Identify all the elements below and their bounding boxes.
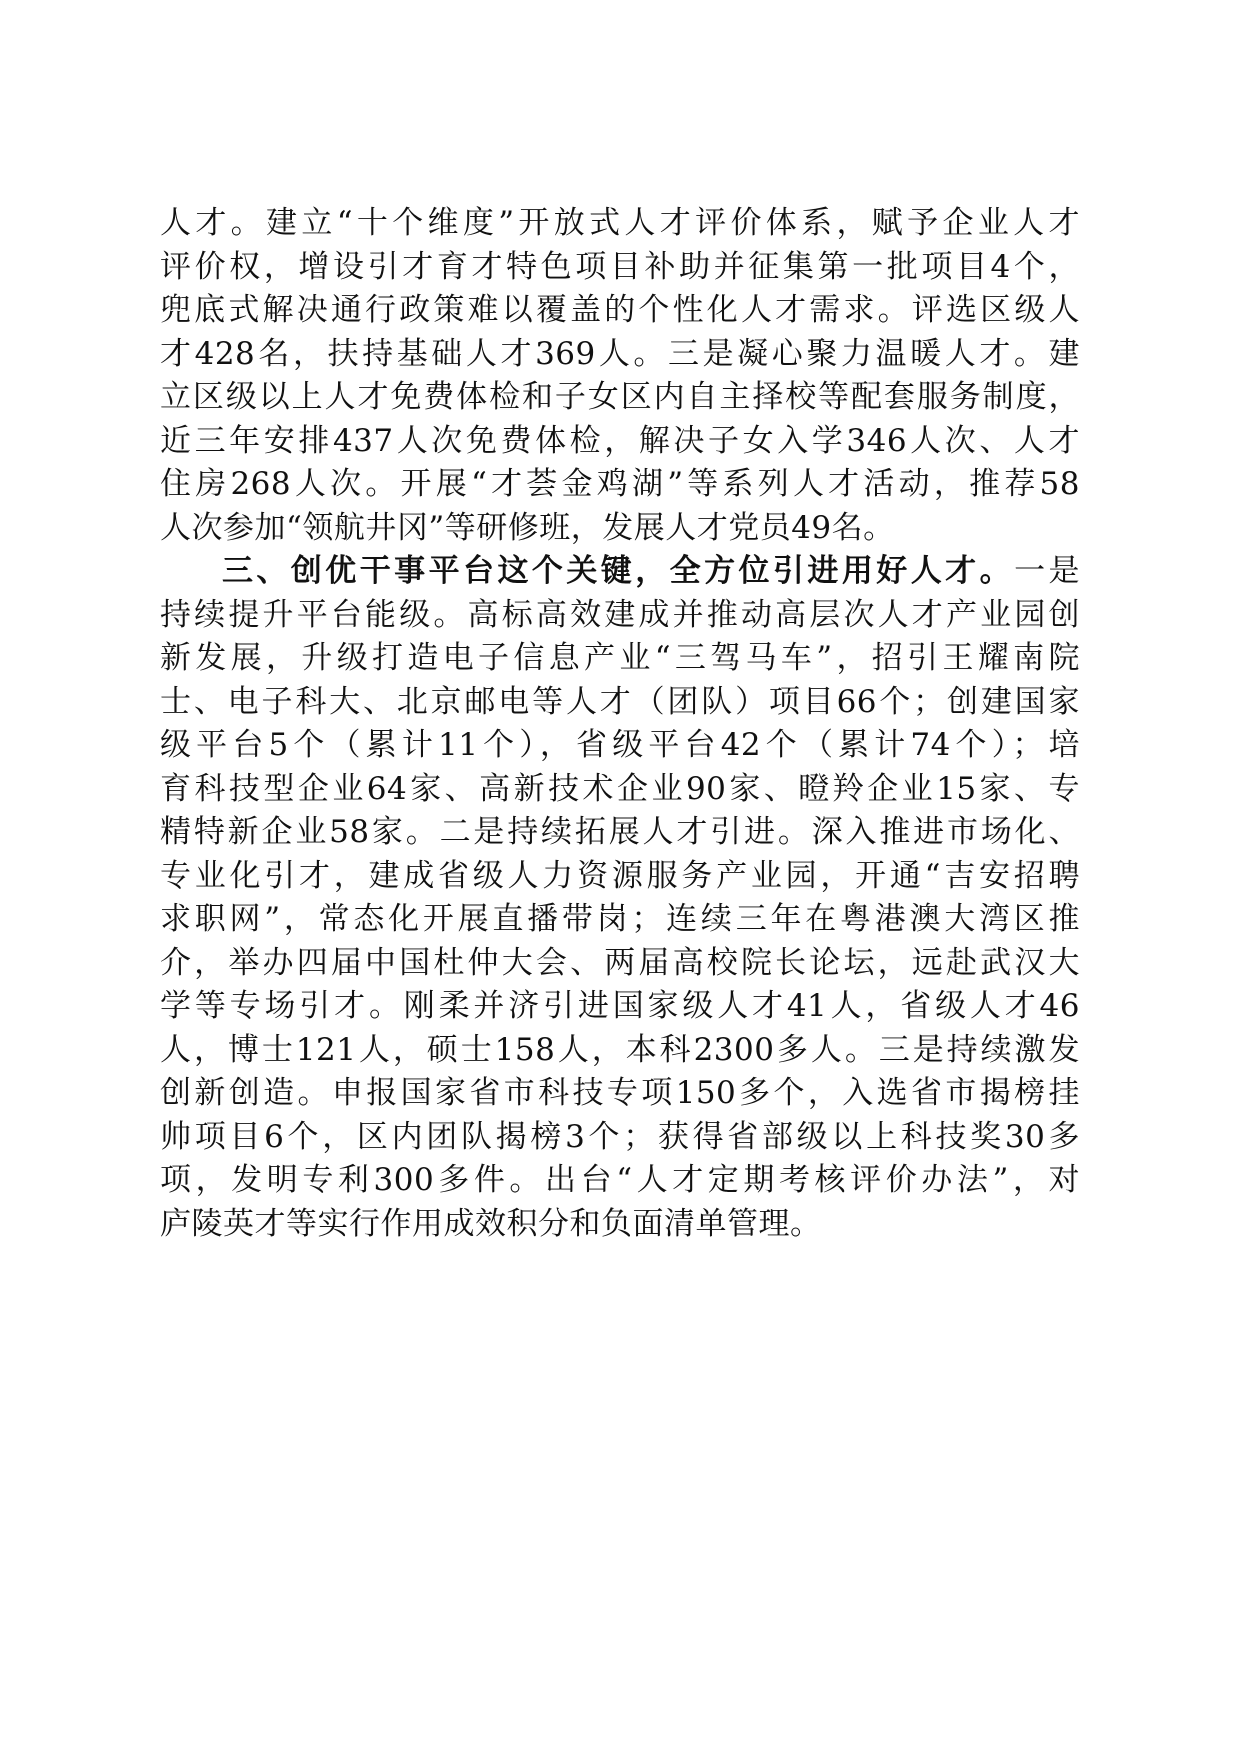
text-line: 项，发明专利300多件。出台“人才定期考核评价办法”，对 [160,1162,1080,1198]
text-line: 才428名，扶持基础人才369人。三是凝心聚力温暖人才。建 [160,335,1080,372]
text-line: 兜底式解决通行政策难以覆盖的个性化人才需求。评选区级人 [160,292,1080,328]
text-line: 专业化引才，建成省级人力资源服务产业园，开通“吉安招聘 [160,857,1080,894]
text-line: 近三年安排437人次免费体检，解决子女入学346人次、人才 [160,422,1080,459]
text-line: 评价权，增设引才育才特色项目补助并征集第一批项目4个， [160,248,1080,285]
text-line: 帅项目6个，区内团队揭榜3个；获得省部级以上科技奖30多 [160,1118,1080,1155]
section-heading: 三、创优干事平台这个关键，全方位引进用好人才。 [222,553,1015,589]
text-line: 人，博士121人，硕士158人，本科2300多人。三是持续激发 [160,1031,1080,1068]
text-line: 介，举办四届中国杜仲大会、两届高校院长论坛，远赴武汉大 [160,944,1080,981]
text-line: 庐陵英才等实行作用成效积分和负面清单管理。 [160,1205,822,1242]
text-line: 新发展，升级打造电子信息产业“三驾马车”，招引王耀南院 [160,640,1080,676]
text-line: 精特新企业58家。二是持续拓展人才引进。深入推进市场化、 [160,814,1080,850]
text-line-heading [160,550,1080,594]
text-line: 级平台5个（累计11个），省级平台42个（累计74个）；培 [160,727,1080,763]
text-line: 住房268人次。开展“才荟金鸡湖”等系列人才活动，推荐58 [160,466,1080,502]
text-line: 持续提升平台能级。高标高效建成并推动高层次人才产业园创 [160,596,1080,633]
text-line: 人次参加“领航井冈”等研修班，发展人才党员49名。 [160,509,895,546]
text-line: 立区级以上人才免费体检和子女区内自主择校等配套服务制度， [160,379,1080,415]
document-body [160,202,1080,1246]
text-line: 士、电子科大、北京邮电等人才（团队）项目66个；创建国家 [160,683,1080,720]
text-line: 求职网”，常态化开展直播带岗；连续三年在粤港澳大湾区推 [160,901,1080,937]
text-line: 人才。建立“十个维度”开放式人才评价体系，赋予企业人才 [160,205,1080,241]
text-line: 育科技型企业64家、高新技术企业90家、瞪羚企业15家、专 [160,770,1080,807]
text-line: 创新创造。申报国家省市科技专项150多个，入选省市揭榜挂 [160,1075,1080,1111]
paragraph-platform [160,550,1080,1246]
paragraph-talent-services [160,202,1080,550]
text-line: 学等专场引才。刚柔并济引进国家级人才41人，省级人才46 [160,988,1080,1024]
text-run: 一是 [1014,553,1080,589]
